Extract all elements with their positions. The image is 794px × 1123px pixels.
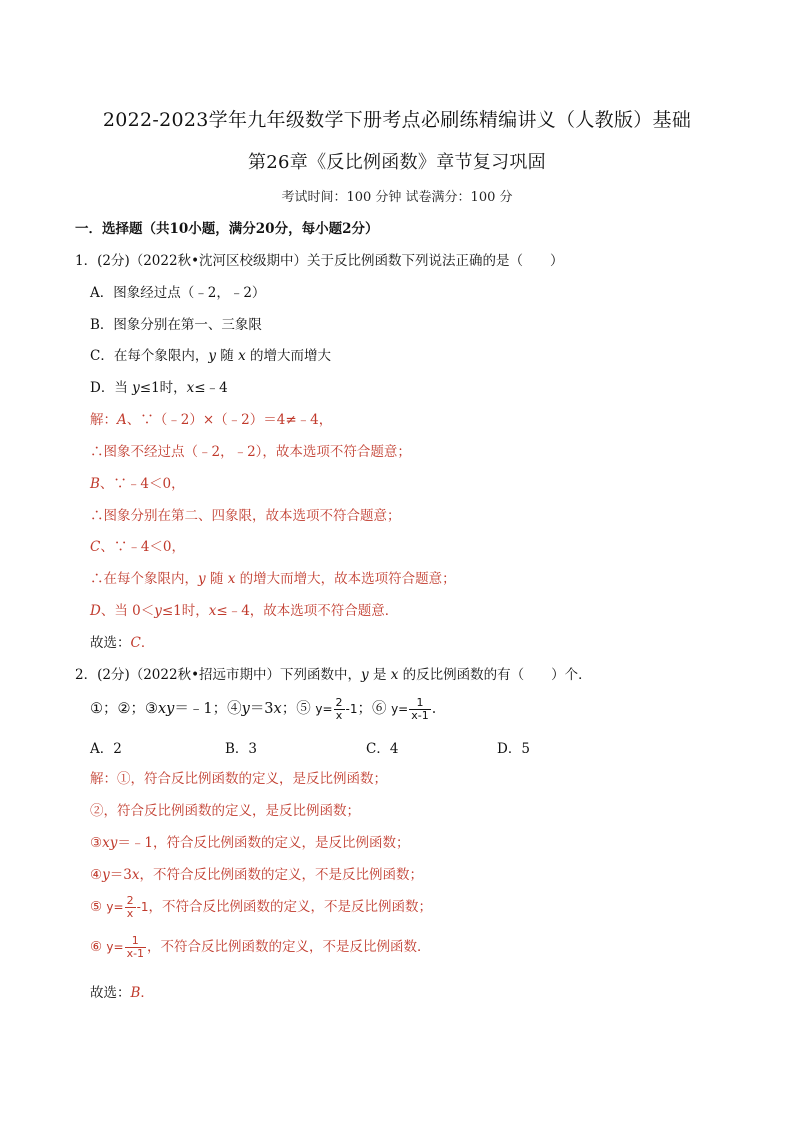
text: ．	[140, 635, 155, 651]
denominator: x	[335, 708, 343, 722]
expr-xy: xy	[102, 835, 118, 851]
text: 的反比例函数的有（ ）个．	[398, 667, 592, 683]
var-x: x	[273, 701, 282, 717]
numerator: 1	[125, 935, 146, 948]
var-y: y	[241, 701, 250, 717]
var-y: y	[154, 603, 162, 619]
var-x: x	[208, 603, 217, 619]
q2-solution-line-3	[90, 834, 409, 852]
q2-solution-line-1	[90, 770, 387, 788]
q1-option-d	[90, 379, 228, 397]
text: 的增大而增大，故本选项符合题意；	[235, 571, 456, 587]
text: ∴在每个象限内，	[90, 571, 198, 587]
q2-solution-line-6	[90, 934, 431, 960]
chapter-subtitle: 第26章《反比例函数》章节复习巩固	[247, 152, 546, 173]
fraction-1-over-x-minus-1	[125, 935, 146, 960]
denominator: x	[126, 907, 134, 920]
text: 是	[368, 667, 391, 683]
var-y: y	[208, 348, 216, 364]
text: ≤﹣4	[194, 380, 228, 396]
text: y=	[106, 900, 124, 914]
var-x: x	[227, 571, 236, 587]
fraction-2-over-x	[125, 895, 136, 920]
text: ①；②；③	[90, 701, 158, 717]
text: ＝﹣1；④	[174, 701, 242, 717]
q2-option-c: C．4	[366, 741, 399, 757]
answer-value: C	[130, 635, 141, 651]
text: y=	[315, 702, 333, 716]
q1-option-c	[90, 347, 331, 365]
q2-solution-line-5	[90, 894, 432, 920]
numerator: 1	[409, 697, 430, 710]
fraction-1-over-x-minus-1	[409, 697, 430, 722]
var-y: y	[102, 867, 110, 883]
q1-solution-line-5	[90, 538, 185, 556]
text: 随	[205, 571, 228, 587]
label-a: A	[117, 412, 127, 428]
text: ≤1时，	[161, 603, 209, 619]
q1-option-a: A．图象经过点（﹣2，﹣2）	[90, 285, 266, 301]
expr-xy: xy	[158, 701, 175, 717]
text: 2．(2分)（2022秋•招远市期中）下列函数中，	[75, 667, 362, 683]
text: ，不符合反比例函数的定义，不是反比例函数；	[148, 899, 433, 915]
text: ，不符合反比例函数的定义，不是反比例函数．	[147, 939, 431, 955]
text: ，不符合反比例函数的定义，不是反比例函数；	[139, 867, 423, 883]
text: ．	[140, 985, 154, 1001]
text: 解：	[90, 412, 117, 428]
section-heading: 一．选择题（共10小题，满分20分，每小题2分）	[75, 221, 379, 237]
text: ＝3	[249, 701, 274, 717]
q1-solution-line-4: ∴图象分别在第二、四象限，故本选项不符合题意；	[90, 508, 401, 524]
q2-option-a: A．2	[90, 741, 122, 757]
text: y=	[106, 940, 124, 954]
q2-function-list	[90, 696, 446, 722]
label-b: B	[90, 476, 100, 492]
text: ；⑥	[357, 701, 392, 717]
q1-solution-line-7	[90, 602, 398, 620]
q2-option-d: D．5	[497, 741, 530, 757]
text: ≤1时，	[139, 380, 187, 396]
text: 、∵（﹣2）×（﹣2）＝4≠﹣4，	[126, 412, 333, 428]
denominator: x-1	[126, 947, 145, 960]
q1-answer	[90, 634, 154, 652]
text: ④	[90, 867, 103, 883]
text: -1	[136, 900, 149, 914]
q1-solution-line-3	[90, 475, 185, 493]
text: 的增大而增大	[245, 348, 331, 364]
text: 解：	[90, 771, 117, 787]
var-x: x	[238, 348, 246, 364]
fraction-2-over-x	[334, 697, 345, 722]
text: ≤﹣4，故本选项不符合题意．	[216, 603, 399, 619]
text: ＝﹣1，符合反比例函数的定义，是反比例函数；	[117, 835, 410, 851]
text: 故选：	[90, 985, 131, 1001]
label-c: C	[90, 539, 101, 555]
var-y: y	[198, 571, 206, 587]
text: ⑤	[90, 899, 103, 915]
denominator: x-1	[411, 708, 429, 722]
text: 、∵﹣4＜0，	[100, 539, 186, 555]
text: -1	[345, 702, 358, 716]
var-x: x	[390, 667, 399, 683]
text: 、当 0＜	[100, 603, 155, 619]
q2-solution-line-2: ②，符合反比例函数的定义，是反比例函数；	[90, 803, 360, 819]
numerator: 2	[126, 894, 134, 907]
q2-stem	[75, 666, 592, 684]
q2-answer	[90, 984, 154, 1002]
var-y: y	[361, 667, 369, 683]
q2-solution-line-4	[90, 866, 423, 884]
numerator: 2	[335, 695, 343, 709]
q1-stem: 1．(2分)（2022秋•沈河区校级期中）关于反比例函数下列说法正确的是（ ）	[75, 253, 564, 269]
var-x: x	[186, 380, 195, 396]
text: D．当	[90, 380, 133, 396]
label-d: D	[90, 603, 101, 619]
var-y: y	[132, 380, 140, 396]
q2-option-b: B．3	[225, 741, 258, 757]
document-title: 2022-2023学年九年级数学下册考点必刷练精编讲义（人教版）基础	[102, 109, 692, 131]
text: C．在每个象限内，	[90, 348, 209, 364]
q1-option-b: B．图象分别在第一、三象限	[90, 317, 262, 333]
q1-solution-line-2: ∴图象不经过点（﹣2，﹣2），故本选项不符合题意；	[90, 444, 411, 460]
text: ；⑤	[281, 701, 316, 717]
exam-meta: 考试时间：100 分钟 试卷满分：100 分	[281, 190, 513, 205]
q1-solution-line-6	[90, 570, 456, 588]
text: ③	[90, 835, 103, 851]
text: 、∵﹣4＜0，	[99, 476, 185, 492]
text: ①，符合反比例函数的定义，是反比例函数；	[117, 771, 387, 787]
var-x: x	[131, 867, 140, 883]
text: 随	[215, 348, 239, 364]
text: y=	[391, 702, 409, 716]
text: ＝3	[109, 867, 132, 883]
text: 故选：	[90, 635, 131, 651]
text: ⑥	[90, 939, 103, 955]
text: ．	[431, 701, 447, 717]
answer-value: B	[130, 985, 141, 1001]
q1-solution-line-1	[90, 411, 332, 429]
